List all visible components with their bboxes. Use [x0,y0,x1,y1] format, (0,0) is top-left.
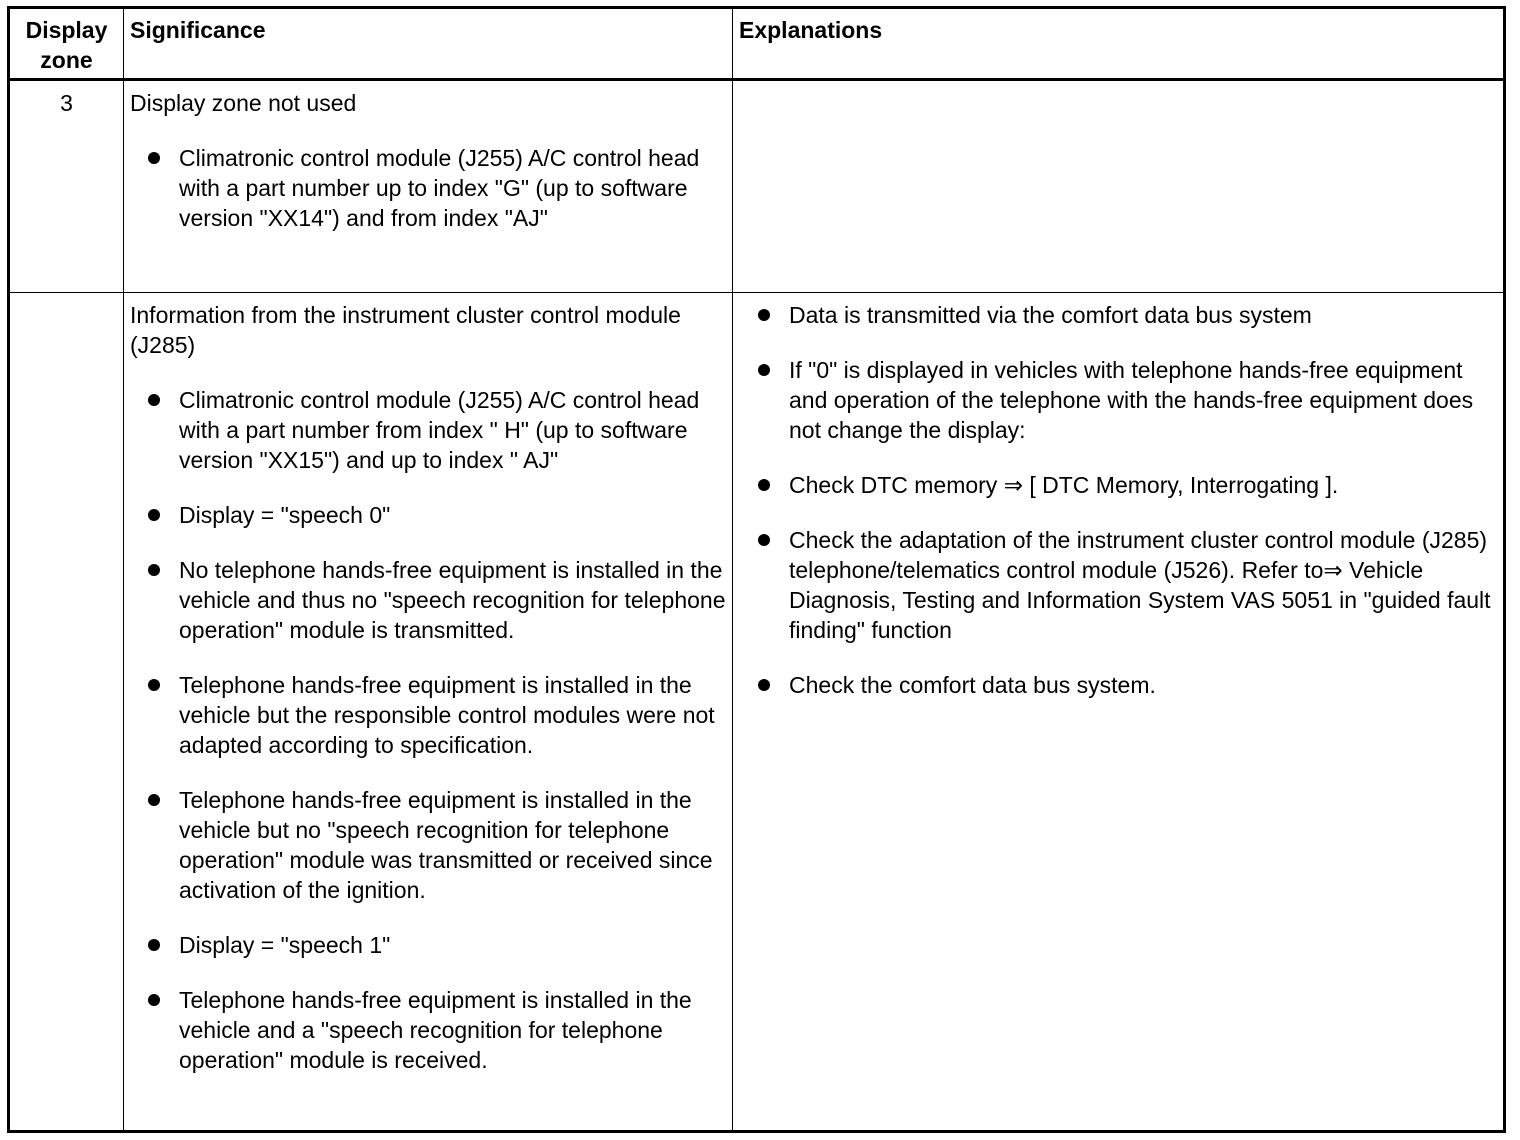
bullet-icon [148,509,160,521]
row-1-significance [124,81,733,293]
bullet-icon [148,152,160,164]
bullet-icon [148,564,160,576]
bullet-item: Telephone hands-free equipment is installed in the vehicle but the responsible control modules were not adapted according to specification. [130,670,726,760]
row-2-significance-intro: Information from the instrument cluster control module (J285) [130,302,681,358]
bullet-item: Display = "speech 0" [130,500,726,530]
row-1-explanations [733,81,1503,293]
row-2-significance [124,293,733,1130]
row-2-zone [10,293,124,1130]
row-1-significance-list [130,143,726,233]
bullet-item: Climatronic control module (J255) A/C control head with a part number from index " H" (up to software version "XX15") and up to index " AJ" [130,385,726,475]
bullet-icon [758,534,770,546]
bullet-icon [758,679,770,691]
row-2-significance-list [130,385,726,1075]
bullet-item: Check the comfort data bus system. [739,670,1497,700]
bullet-item: Check the adaptation of the instrument cluster control module (J285) telephone/telematics control module (J526). Refer to⇒ Vehicle Diagnosis, Testing and Information System VAS 5051 in "guided fault finding" function [739,525,1497,645]
row-2-explanations-list [739,300,1497,700]
bullet-icon [148,679,160,691]
bullet-item: Check DTC memory ⇒ [ DTC Memory, Interrogating ]. [739,470,1497,500]
bullet-item: If "0" is displayed in vehicles with telephone hands-free equipment and operation of the telephone with the hands-free equipment does not change the display: [739,355,1497,445]
bullet-item: Climatronic control module (J255) A/C control head with a part number up to index "G" (up to software version "XX14") and from index "AJ" [130,143,726,233]
header-display-zone: Display zone [10,9,124,81]
bullet-icon [148,394,160,406]
header-explanations: Explanations [733,9,1503,81]
display-zone-table [7,6,1506,1133]
bullet-icon [148,939,160,951]
bullet-item: Display = "speech 1" [130,930,726,960]
bullet-icon [758,364,770,376]
bullet-icon [148,994,160,1006]
bullet-item: Telephone hands-free equipment is installed in the vehicle and a "speech recognition for telephone operation" module is received. [130,985,726,1075]
bullet-item: Data is transmitted via the comfort data bus system [739,300,1497,330]
row-1-significance-intro: Display zone not used [130,90,357,116]
header-significance: Significance [124,9,733,81]
row-2-explanations [733,293,1503,1130]
bullet-item: Telephone hands-free equipment is installed in the vehicle but no "speech recognition for telephone operation" module was transmitted or received since activation of the ignition. [130,785,726,905]
bullet-item: No telephone hands-free equipment is installed in the vehicle and thus no "speech recognition for telephone operation" module is transmitted. [130,555,726,645]
bullet-icon [148,794,160,806]
bullet-icon [758,479,770,491]
row-1-zone: 3 [10,81,124,293]
bullet-icon [758,309,770,321]
